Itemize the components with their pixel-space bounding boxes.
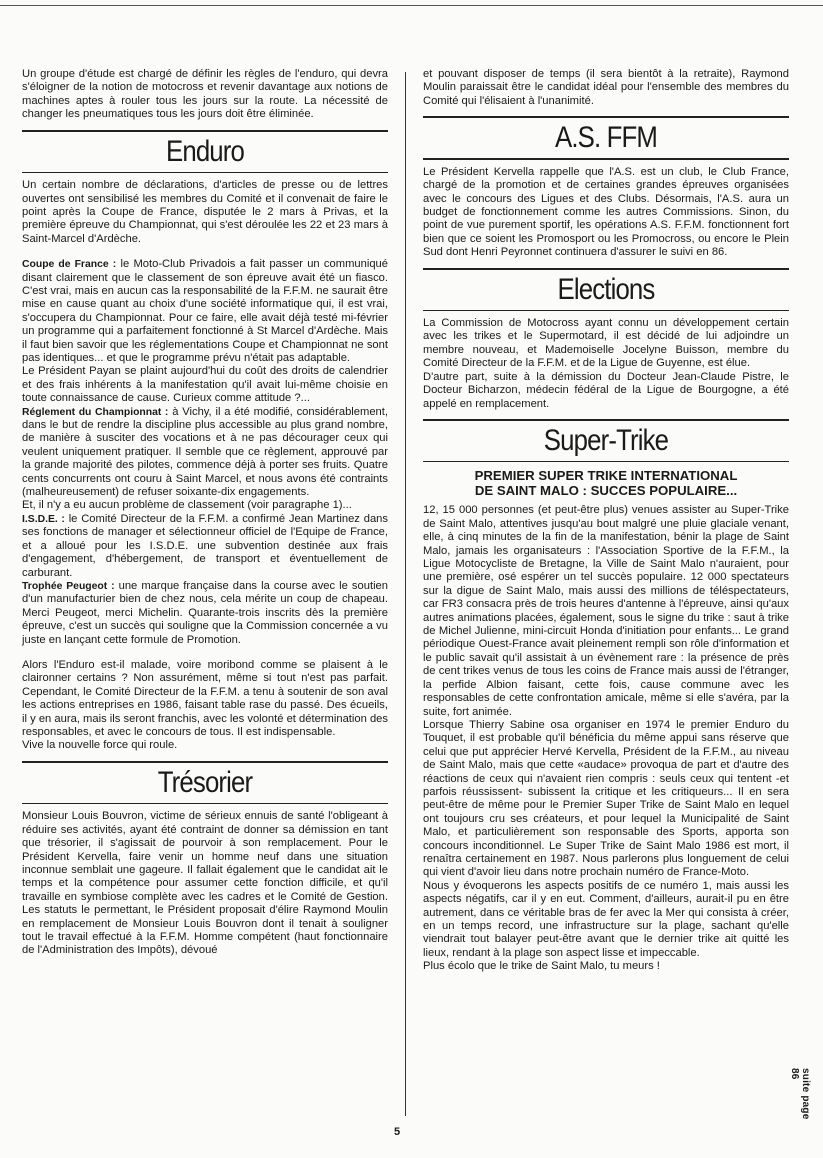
heading-rule xyxy=(423,158,789,160)
isde-paragraph xyxy=(22,513,388,580)
heading-rule xyxy=(423,310,789,312)
heading-rule xyxy=(22,130,388,132)
intro-paragraph: Un groupe d'étude est chargé de définir les règles de l'enduro, qui devra s'éloigner de la notion de motocross et revenir davantage aux notions de machines aptes à rouler tous les jours sur la route. La nécessité de changer les pneumatiques tous les jours doit être éliminée. xyxy=(22,68,388,121)
supertrike-paragraph-3: Nous y évoquerons les aspects positifs de ce numéro 1, mais aussi les aspects négatifs, car il y en eut. Comment, d'ailleurs, aurait-il pu en être autrement, dans ce véritable bras de fer avec la Mer qui consista à créer, en un temps record, une infrastructure sur la plage, sachant qu'elle viendrait tout balayer peut-être avant que le dernier trike ait quitté les lieux, rendant à la plage son aspect lisse et impeccable. xyxy=(423,879,789,959)
peugeot-paragraph xyxy=(22,580,388,647)
tresorier-heading-block xyxy=(22,761,388,805)
vive-paragraph: Vive la nouvelle force qui roule. xyxy=(22,739,178,752)
heading-rule xyxy=(22,172,388,174)
top-border xyxy=(0,5,823,6)
supertrike-title: Super-Trike xyxy=(543,423,669,457)
page-number: 5 xyxy=(394,1126,401,1138)
reglement-paragraph xyxy=(22,406,388,500)
heading-rule xyxy=(423,419,789,421)
supertrike-subtitle xyxy=(423,468,789,498)
enduro-heading-block xyxy=(22,130,388,174)
left-column xyxy=(22,68,388,958)
supertrike-heading-block xyxy=(423,419,789,463)
supertrike-paragraph-2: Lorsque Thierry Sabine osa organiser en 1974 le premier Enduro du Touquet, il est probable qu'il bénéficia du même appui sans réserve que celui que put apprécier Hervé Kervella, Président de la F.F.M., au niveau de Saint Malo, mais que cette «audace» provoqua de part et d'autre des réactions de ceux qui n'avaient rien compris : seuls ceux qui tentent -et parfois réussissent- subissent la critique et les critiqueurs... Il en sera peut-être de même pour le Premier Super Trike de Saint Malo en lequel ont toujours cru ses créateurs, et pour lequel la Municipalité de Saint Malo, et particulièrement son responsable des Sports, apporta son concours inconditionnel. Le Super Trike de Saint Malo 1986 est mort, il renaîtra certainement en 1987. Nous parlerons plus longuement de celui qui vient d'avoir lieu dans notre prochain numéro de France-Moto. xyxy=(423,718,789,879)
supertrike-subtitle-line-1: PREMIER SUPER TRIKE INTERNATIONAL xyxy=(474,468,738,484)
enduro-title: Enduro xyxy=(165,134,245,168)
heading-rule xyxy=(423,268,789,270)
enduro-paragraph: Un certain nombre de déclarations, d'articles de presse ou de lettres ouvertes ont sensibilisé les membres du Comité et il convenait de faire le point après la Coupe de France, disputée le 2 mars à Privas, et la première épreuve du Championnat, qui s'est déroulée les 22 et 23 mars à Saint-Marcel d'Ardèche. xyxy=(22,179,388,245)
coupe-lead: Coupe de France : xyxy=(22,259,117,271)
elections-title: Elections xyxy=(557,272,655,306)
elections-paragraph-2: D'autre part, suite à la démission du Docteur Jean-Claude Pistre, le Docteur Bicharzon, médecin fédéral de la Ligue de Bourgogne, a été appelé en remplacement. xyxy=(423,370,789,410)
reglement-lead: Réglement du Championnat : xyxy=(22,406,169,418)
malade-paragraph: Alors l'Enduro est-il malade, voire moribond comme se plaisent à le claironner certains ? Non assurément, même si tout n'est pas parfait. Cependant, le Comité Directeur de la F.F.M. a tenu à soutenir de son aval les actions entreprises en 1986, faisant table rase du passé. Des écueils, il y en aura, mais ils seront franchis, avec les volonté et détermination des responsables, et avec le concours de tous. Il est indispensable. xyxy=(22,658,388,738)
tresorier-title: Trésorier xyxy=(157,765,253,799)
continued-note: suite page 86 xyxy=(789,1068,811,1120)
heading-rule xyxy=(423,461,789,463)
probleme-paragraph: Et, il n'y a eu aucun problème de classement (voir paragraphe 1)... xyxy=(22,499,352,512)
isde-text: le Comité Directeur de la F.F.M. a confirmé Jean Martinez dans ses fonctions de manager et sélectionneur officiel de l'Equipe de France, et a alloué pour les I.S.D.E. une subvention destinée aux frais d'engagement, d'hébergement, de transport et éventuellement de carburant. xyxy=(22,512,388,579)
right-column xyxy=(423,68,789,974)
reglement-text: à Vichy, il a été modifié, considérablement, dans le but de rendre la discipline plus accessible au plus grand nombre, de manière à susciter des vocations et à ne pas décourager ceux qui veulent uniquement pratiquer. Il semble que ce règlement, approuvé par la grande majorité des pilotes, commence déjà à porter ses fruits. Quatre cents concurrents ont couru à Saint Marcel, et nous avons été contraints (malheureusement) de refuser soixante-dix engagements. xyxy=(22,405,388,499)
peugeot-lead: Trophée Peugeot : xyxy=(22,580,115,592)
column-divider xyxy=(405,72,406,1116)
elections-paragraph-1: La Commission de Motocross ayant connu un développement certain avec les trikes et le Supermotard, il est décidé de lui adjoindre un membre nouveau, et Mademoiselle Jocelyne Buisson, membre du Comité Directeur de la F.F.M. et de la Ligue de Guyenne, est élue. xyxy=(423,317,789,370)
peugeot-text: une marque française dans la course avec le soutien d'un manufacturier bien de chez nous, cela mérite un coup de chapeau. Merci Peugeot, merci Michelin. Quarante-trois inscrits dès la première épreuve, c'est un succès qui souligne que la Commission concernée a vu juste en lançant cette formule de Promotion. xyxy=(22,579,389,646)
heading-rule xyxy=(22,803,388,805)
coupe-paragraph xyxy=(22,258,388,365)
coupe-text: le Moto-Club Privadois a fait passer un communiqué disant clairement que le classement de son épreuve avait été un fiasco. C'est vrai, mais en aucun cas la responsabilité de la F.F.M. ne saurait être mise en cause quant au choix d'une société informatique qui, il est vrai, s'occupera du Championnat. Pour ce faire, elle avait déjà testé mi-février un programme qui a parfaitement fonctionné à St Marcel d'Ardèche. Mais il faut bien savoir que les réglementations Coupe et Championnat ne sont pas identiques... et que le programme prévu n'était pas adaptable. xyxy=(22,258,388,364)
payan-paragraph: Le Président Payan se plaint aujourd'hui du coût des droits de calendrier et des frais inhérents à la manifestation qu'il avait lui-même choisie en toute connaissance de cause. Curieux comme attitude ?... xyxy=(22,365,388,405)
heading-rule xyxy=(423,116,789,118)
supertrike-subtitle-line-2: DE SAINT MALO : SUCCES POPULAIRE... xyxy=(474,483,738,499)
asffm-paragraph: Le Président Kervella rappelle que l'A.S. est un club, le Club France, chargé de la promotion et de certaines grandes épreuves organisées avec le concours des Ligues et des Clubs. Désormais, l'A.S. aura un budget de fonctionnement comme les autres Commissions. Sinon, du point de vue purement sportif, les opérations A.S. F.F.M. fonctionnent fort bien que ce soient les Promosport ou les Promocross, ou encore le Plein Sud dont Henri Peyronnet continuera d'assurer le suivi en 86. xyxy=(423,165,789,259)
supertrike-paragraph-4: Plus écolo que le trike de Saint Malo, tu meurs ! xyxy=(423,960,660,973)
elections-heading-block xyxy=(423,268,789,312)
asffm-heading-block xyxy=(423,116,789,160)
heading-rule xyxy=(22,761,388,763)
continued-paragraph: et pouvant disposer de temps (il sera bientôt à la retraite), Raymond Moulin paraissait être le candidat idéal pour l'ensemble des membres du Comité qui l'élisaient à l'unanimité. xyxy=(423,68,789,107)
tresorier-paragraph: Monsieur Louis Bouvron, victime de sérieux ennuis de santé l'obligeant à réduire ses activités, ayant été contraint de donner sa démission en tant que trésorier, il s'agissait de pourvoir à son remplacement. Pour le Président Kervella, faire venir un homme neuf dans une situation inconnue semblait une gageure. Il fallait également que le candidat ait le temps et la compétence pour assumer cette fonction difficile, et qu'il travaille en symbiose complète avec les cadres et le Comité de Gestion. Les statuts le permettant, le Président proposait d'élire Raymond Moulin en remplacement de Monsieur Louis Bouvron dont il tenait à souligner tout le travail effectué à la F.F.M. Homme compétent (haut fonctionnaire de l'Administration des Impôts), dévoué xyxy=(22,810,388,957)
isde-lead: I.S.D.E. : xyxy=(22,513,65,525)
asffm-title: A.S. FFM xyxy=(554,121,658,155)
supertrike-paragraph-1: 12, 15 000 personnes (et peut-être plus) venues assister au Super-Trike de Saint Malo, attentives jusqu'au bout malgré une pluie glaciale venant, elle, à cinq minutes de la fin de la manifestation, bénir la plage de Saint Malo, jamais les organisateurs : l'Association Sportive de la F.F.M., la Ligue Motocycliste de Bretagne, la Ville de Saint Malo n'auraient, pour une première, osé espérer un tel succès populaire. 12 000 spectateurs sur la digue de Saint Malo, mais aussi des millions de téléspectateurs, car FR3 consacra près de trois heures d'antenne à l'épreuve, ainsi qu'aux autres animations placées, également, sous le signe du trike : saut à trike de Michel Julienne, mini-circuit Honda d'initiation pour enfants... Le grand périodique Ouest-France avait pleinement rempli son rôle d'information et le public savait qu'il assistait à un évènement rare : la présence de près de cent trikes venus de tous les coins de France mais aussi de l'étranger, la perfide Albion faisant, cette fois, cause commune avec les responsables de cette confrontation amicale, même si elle s'avéra, par la suite, fort animée. xyxy=(423,504,789,718)
